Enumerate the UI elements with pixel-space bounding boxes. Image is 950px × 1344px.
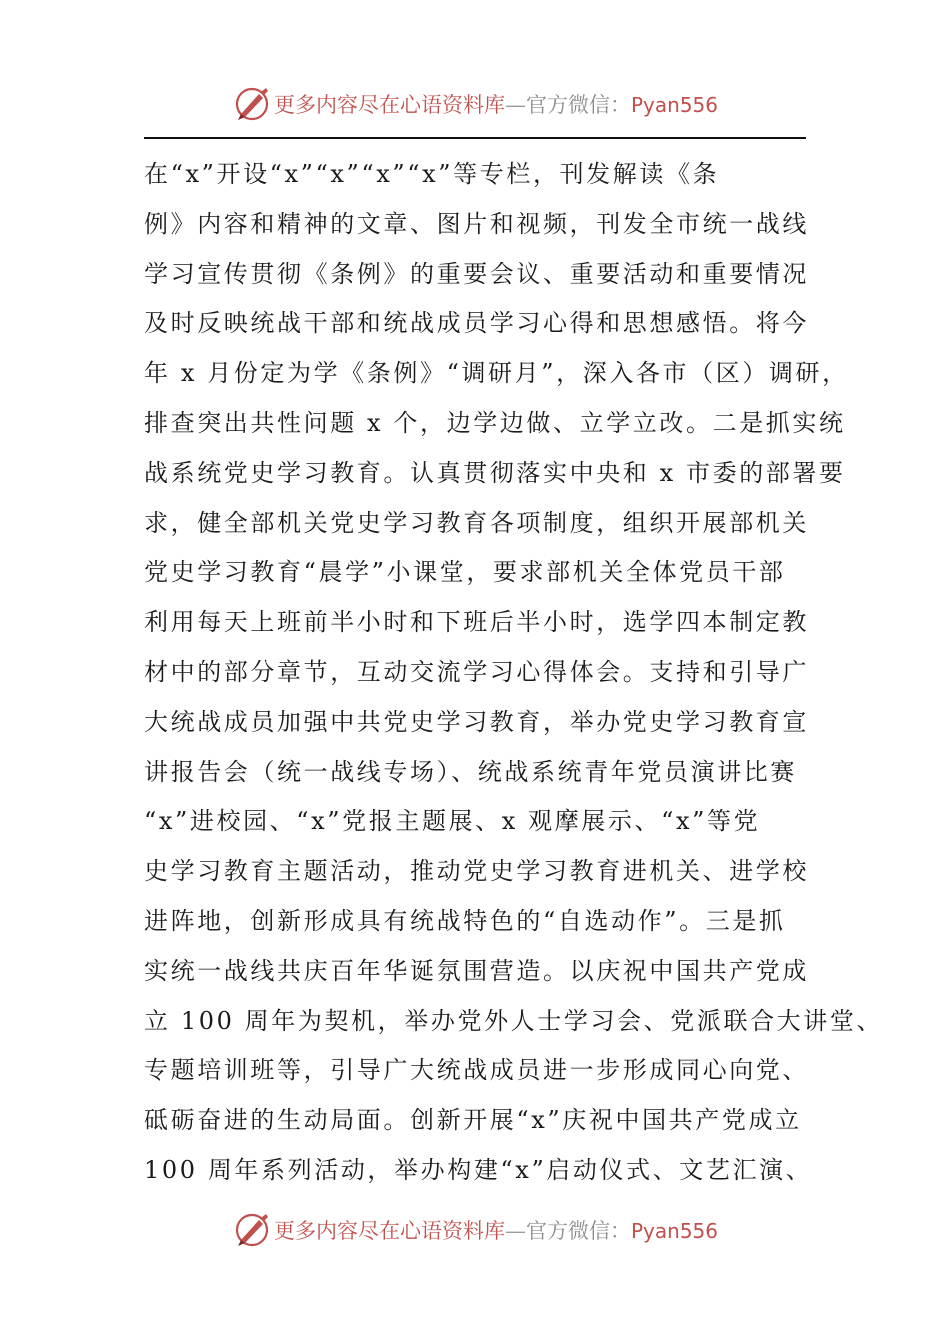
pen-logo-icon <box>232 84 272 124</box>
header-banner <box>0 82 950 126</box>
body-line: 战系统党史学习教育。认真贯彻落实中央和 x 市委的部署要 <box>144 458 846 487</box>
body-line: 学习宣传贯彻《条例》的重要会议、重要活动和重要情况 <box>144 259 809 288</box>
body-line: 在“x”开设“x”“x”“x”“x”等专栏，刊发解读《条 <box>144 160 720 188</box>
header-divider <box>144 137 806 139</box>
body-line: 立 100 周年为契机，举办党外人士学习会、党派联合大讲堂、 <box>144 1006 884 1035</box>
body-line: 大统战成员加强中共党史学习教育，举办党史学习教育宣 <box>144 707 809 736</box>
body-line: 材中的部分章节，互动交流学习心得体会。支持和引导广 <box>144 657 809 686</box>
body-line: 排查突出共性问题 x 个，边学边做、立学立改。二是抓实统 <box>144 408 846 437</box>
body-line: 进阵地，创新形成具有统战特色的“自选动作”。三是抓 <box>144 906 786 935</box>
header-banner-wechat-id: Pyan556 <box>630 93 718 117</box>
header-banner-separator: — <box>504 93 526 117</box>
body-line: “x”进校园、“x”党报主题展、x 观摩展示、“x”等党 <box>144 807 761 836</box>
body-line: 例》内容和精神的文章、图片和视频，刊发全市统一战线 <box>144 209 809 238</box>
document-body <box>144 150 884 1196</box>
body-line: 利用每天上班前半小时和下班后半小时，选学四本制定教 <box>144 608 809 637</box>
body-line: 党史学习教育“晨学”小课堂，要求部机关全体党员干部 <box>144 558 786 587</box>
header-banner-label: 官方微信： <box>525 93 631 117</box>
pen-logo-icon <box>232 1210 272 1250</box>
header-banner-text <box>274 89 718 119</box>
body-line: 100 周年系列活动，举办构建“x”启动仪式、文艺汇演、 <box>144 1155 813 1184</box>
body-line: 史学习教育主题活动，推动党史学习教育进机关、进学校 <box>144 857 809 886</box>
body-line: 砥砺奋进的生动局面。创新开展“x”庆祝中国共产党成立 <box>144 1106 802 1135</box>
footer-banner-label: 官方微信： <box>525 1219 631 1243</box>
footer-banner-main: 更多内容尽在心语资料库 <box>273 1219 505 1243</box>
footer-banner-separator: — <box>504 1219 526 1243</box>
footer-banner-text <box>274 1215 718 1245</box>
body-line: 及时反映统战干部和统战成员学习心得和思想感悟。将今 <box>144 309 809 338</box>
body-line: 求，健全部机关党史学习教育各项制度，组织开展部机关 <box>144 508 809 537</box>
footer-banner-wechat-id: Pyan556 <box>630 1219 718 1243</box>
header-banner-main: 更多内容尽在心语资料库 <box>273 93 505 117</box>
body-line: 年 x 月份定为学《条例》“调研月”，深入各市（区）调研， <box>144 359 849 388</box>
body-line: 实统一战线共庆百年华诞氛围营造。以庆祝中国共产党成 <box>144 956 809 985</box>
body-line: 讲报告会（统一战线专场）、统战系统青年党员演讲比赛 <box>144 757 797 786</box>
footer-banner <box>0 1208 950 1252</box>
body-line: 专题培训班等，引导广大统战成员进一步形成同心向党、 <box>144 1056 809 1085</box>
